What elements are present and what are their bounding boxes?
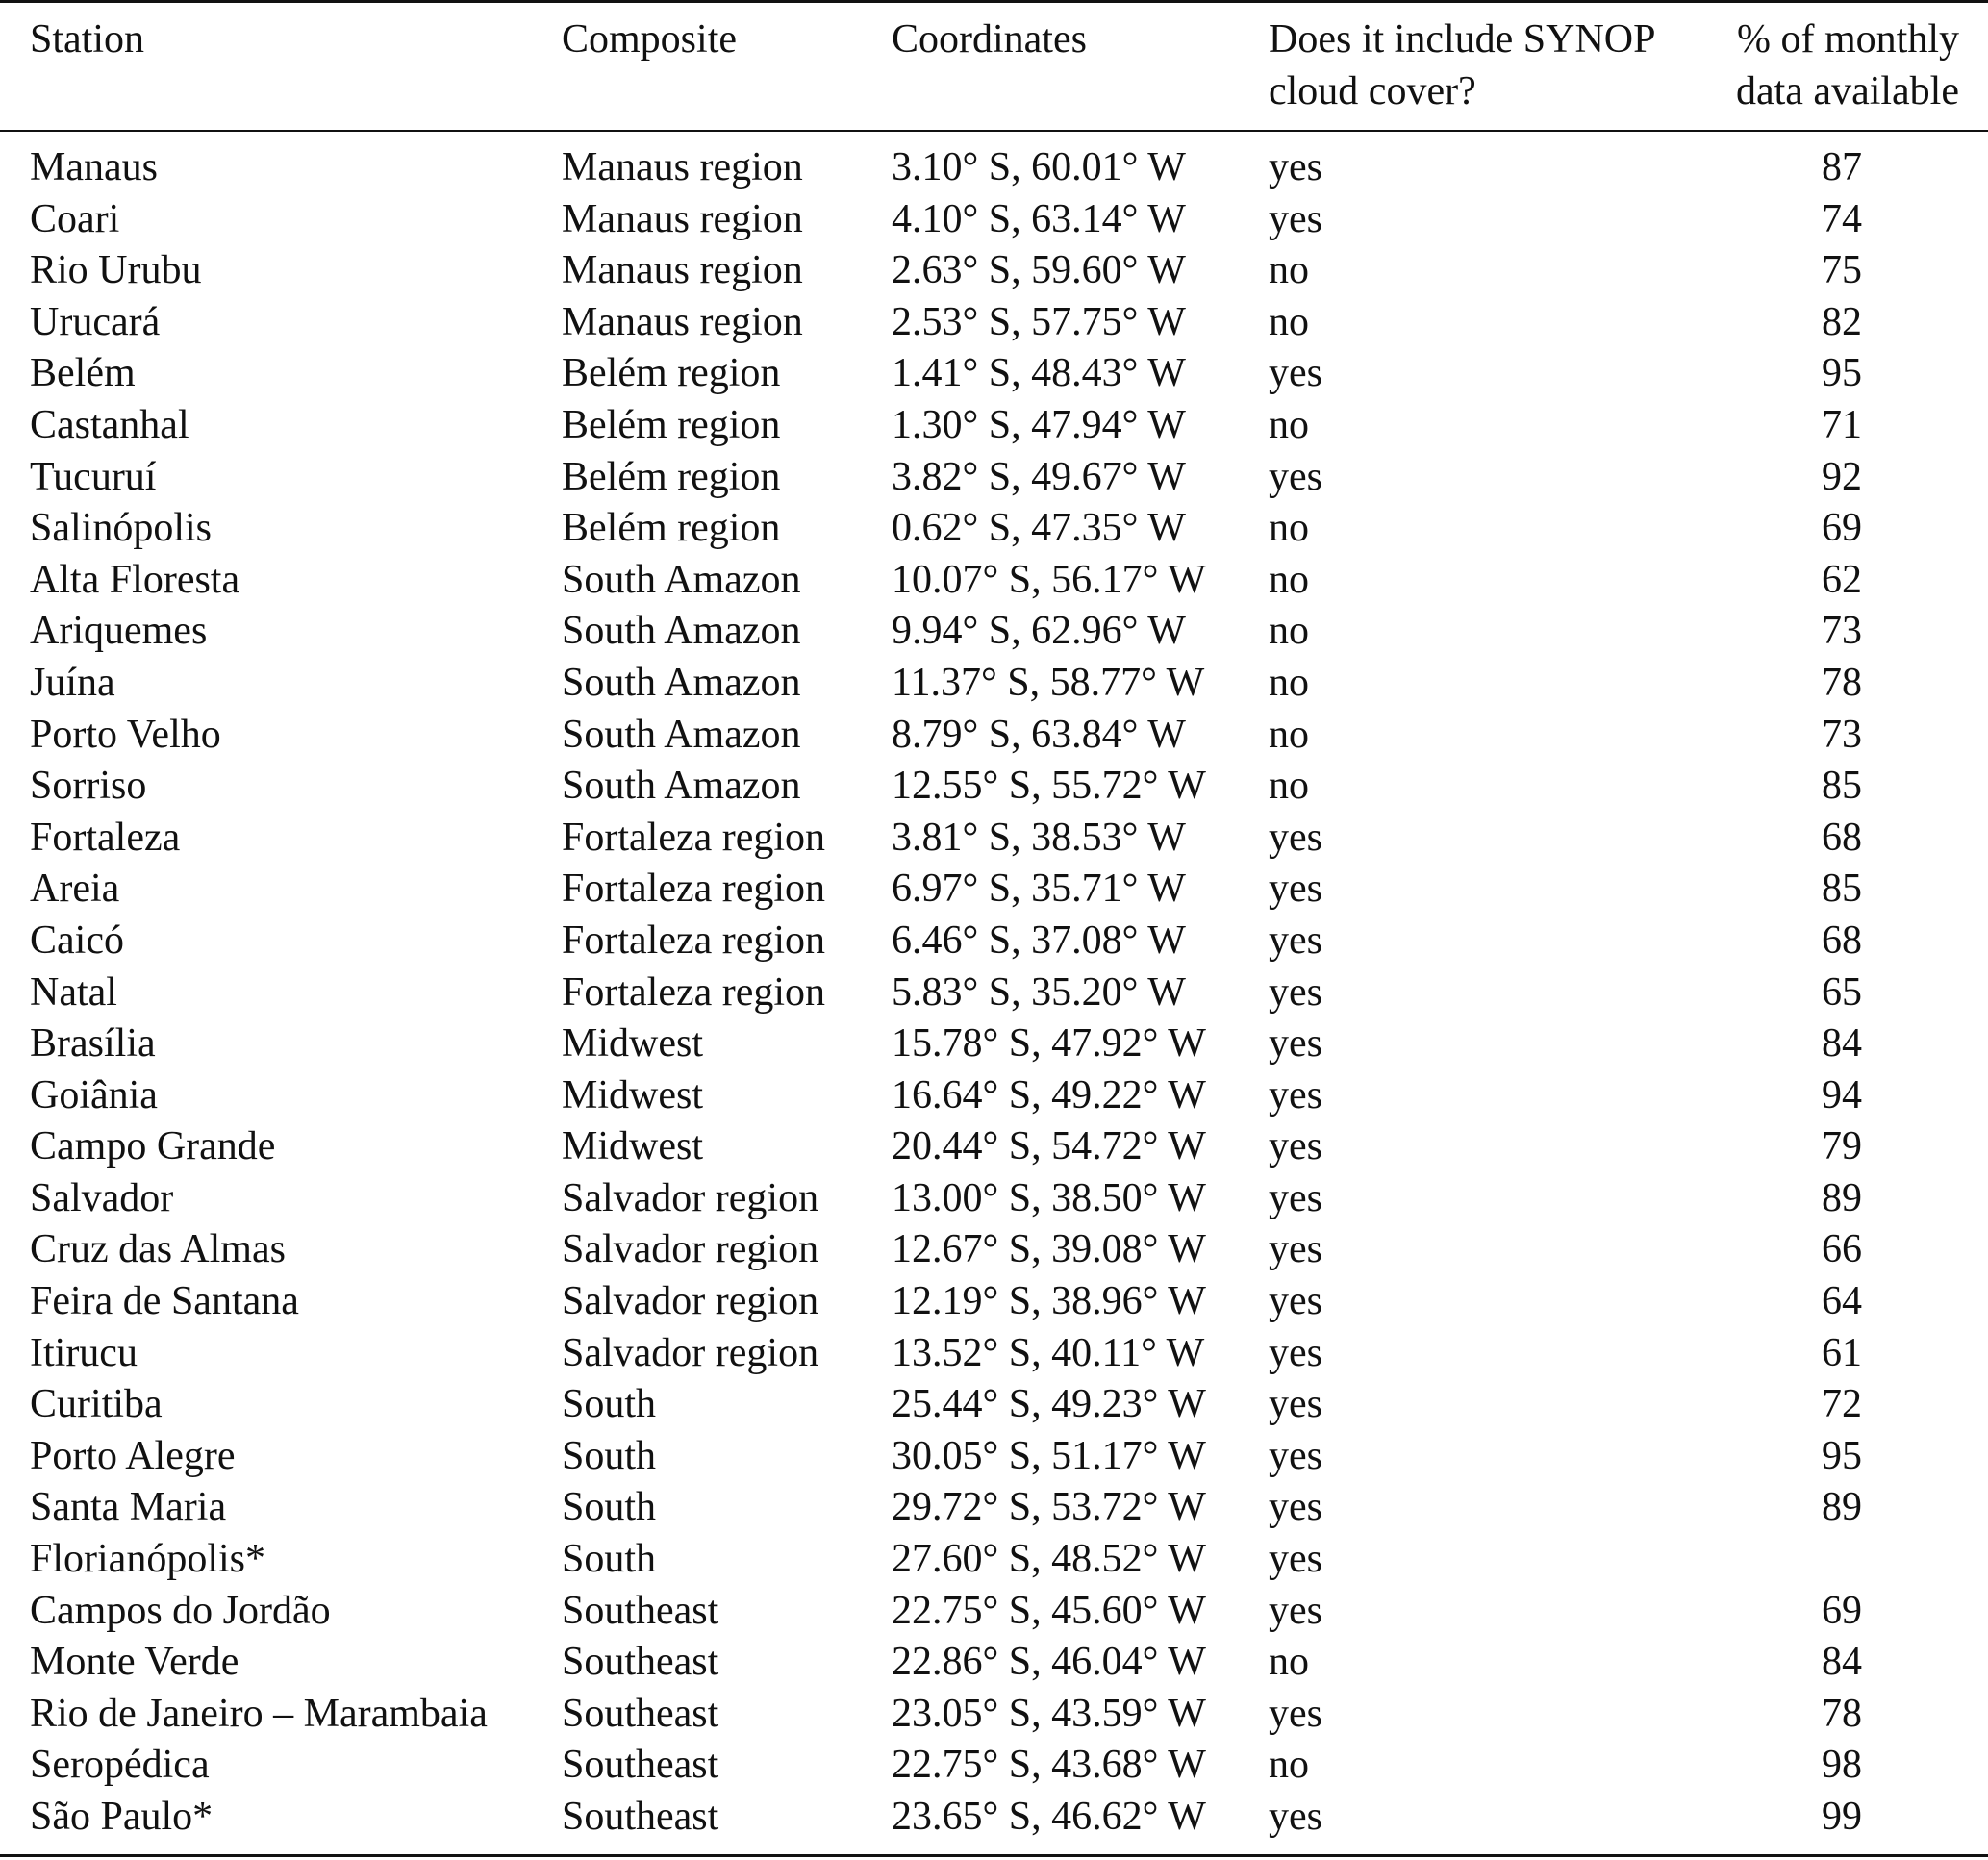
cell-synop: yes (1269, 1485, 1322, 1530)
cell-station: Porto Velho (30, 712, 221, 757)
cell-coordinates: 12.19° S, 38.96° W (892, 1279, 1206, 1324)
table-row (0, 1070, 1988, 1122)
cell-composite: Belém region (562, 454, 781, 499)
cell-percent: 69 (1822, 1588, 1862, 1633)
cell-percent: 98 (1822, 1743, 1862, 1788)
cell-coordinates: 30.05° S, 51.17° W (892, 1433, 1206, 1478)
cell-synop: yes (1269, 1433, 1322, 1478)
cell-station: Castanhal (30, 402, 189, 447)
cell-station: Coari (30, 196, 120, 241)
cell-coordinates: 3.82° S, 49.67° W (892, 454, 1186, 499)
cell-coordinates: 8.79° S, 63.84° W (892, 712, 1186, 757)
cell-percent: 64 (1822, 1279, 1862, 1324)
cell-coordinates: 22.75° S, 43.68° W (892, 1743, 1206, 1788)
cell-synop: no (1269, 764, 1309, 809)
cell-station: Florianópolis* (30, 1537, 266, 1582)
header-station: Station (30, 17, 145, 62)
cell-coordinates: 22.86° S, 46.04° W (892, 1640, 1206, 1685)
cell-synop: yes (1269, 351, 1322, 396)
cell-percent: 95 (1822, 351, 1862, 396)
header-synop-line2: cloud cover? (1269, 69, 1476, 113)
cell-composite: South (562, 1433, 657, 1478)
cell-coordinates: 0.62° S, 47.35° W (892, 506, 1186, 551)
cell-percent: 89 (1822, 1485, 1862, 1530)
cell-coordinates: 20.44° S, 54.72° W (892, 1124, 1206, 1169)
table-bottom-rule (0, 1854, 1988, 1857)
cell-composite: Fortaleza region (562, 917, 826, 963)
cell-synop: yes (1269, 145, 1322, 189)
cell-station: São Paulo* (30, 1795, 214, 1839)
cell-synop: yes (1269, 917, 1322, 963)
cell-percent: 78 (1822, 660, 1862, 705)
table-row (0, 1792, 1988, 1844)
cell-coordinates: 2.63° S, 59.60° W (892, 248, 1186, 293)
cell-station: Urucará (30, 299, 161, 344)
cell-coordinates: 6.97° S, 35.71° W (892, 867, 1186, 912)
cell-percent: 99 (1822, 1795, 1862, 1839)
cell-composite: Manaus region (562, 145, 803, 189)
cell-coordinates: 23.05° S, 43.59° W (892, 1691, 1206, 1736)
cell-percent: 65 (1822, 969, 1862, 1015)
header-coordinates: Coordinates (892, 17, 1087, 62)
cell-synop: no (1269, 248, 1309, 293)
cell-composite: Salvador region (562, 1227, 819, 1272)
cell-station: Tucuruí (30, 454, 157, 499)
cell-synop: yes (1269, 815, 1322, 860)
table-row (0, 1379, 1988, 1431)
cell-coordinates: 15.78° S, 47.92° W (892, 1021, 1206, 1067)
cell-synop: yes (1269, 867, 1322, 912)
cell-percent: 94 (1822, 1072, 1862, 1118)
table-row (0, 1534, 1988, 1586)
cell-synop: yes (1269, 1330, 1322, 1375)
cell-synop: yes (1269, 1382, 1322, 1427)
cell-station: Campos do Jordão (30, 1588, 331, 1633)
cell-percent: 85 (1822, 764, 1862, 809)
table-row (0, 245, 1988, 297)
cell-composite: South Amazon (562, 609, 801, 654)
cell-composite: Manaus region (562, 299, 803, 344)
table-row (0, 1173, 1988, 1225)
cell-coordinates: 22.75° S, 45.60° W (892, 1588, 1206, 1633)
table-row (0, 1689, 1988, 1741)
cell-station: Caicó (30, 917, 124, 963)
cell-station: Santa Maria (30, 1485, 227, 1530)
cell-coordinates: 3.81° S, 38.53° W (892, 815, 1186, 860)
table-row (0, 658, 1988, 710)
cell-station: Salinópolis (30, 506, 213, 551)
table-row (0, 1276, 1988, 1328)
cell-coordinates: 11.37° S, 58.77° W (892, 660, 1205, 705)
cell-synop: yes (1269, 1588, 1322, 1633)
cell-composite: South Amazon (562, 712, 801, 757)
cell-station: Porto Alegre (30, 1433, 236, 1478)
cell-composite: Manaus region (562, 196, 803, 241)
header-percent-line2: data available (1735, 69, 1959, 113)
table-row (0, 1482, 1988, 1534)
cell-composite: Belém region (562, 402, 781, 447)
cell-percent: 82 (1822, 299, 1862, 344)
table-row (0, 813, 1988, 865)
header-composite: Composite (562, 17, 738, 62)
cell-station: Belém (30, 351, 136, 396)
cell-station: Curitiba (30, 1382, 163, 1427)
cell-percent: 69 (1822, 506, 1862, 551)
table-row (0, 1431, 1988, 1483)
cell-coordinates: 23.65° S, 46.62° W (892, 1795, 1206, 1839)
cell-percent: 92 (1822, 454, 1862, 499)
cell-composite: Fortaleza region (562, 867, 826, 912)
cell-percent: 72 (1822, 1382, 1862, 1427)
cell-percent: 78 (1822, 1691, 1862, 1736)
cell-coordinates: 13.52° S, 40.11° W (892, 1330, 1205, 1375)
cell-station: Brasília (30, 1021, 156, 1067)
cell-synop: no (1269, 609, 1309, 654)
cell-station: Feira de Santana (30, 1279, 299, 1324)
header-synop (1269, 13, 1656, 117)
cell-composite: Midwest (562, 1124, 703, 1169)
cell-synop: no (1269, 506, 1309, 551)
cell-synop: yes (1269, 969, 1322, 1015)
table-body (0, 142, 1988, 1844)
table-header-rule (0, 130, 1988, 132)
cell-station: Ariquemes (30, 609, 208, 654)
cell-percent: 71 (1822, 402, 1862, 447)
table-row (0, 1740, 1988, 1792)
cell-station: Rio Urubu (30, 248, 202, 293)
cell-station: Itirucu (30, 1330, 138, 1375)
table-row (0, 1018, 1988, 1070)
cell-composite: South (562, 1382, 657, 1427)
cell-coordinates: 12.67° S, 39.08° W (892, 1227, 1206, 1272)
cell-synop: yes (1269, 1021, 1322, 1067)
cell-composite: Southeast (562, 1743, 719, 1788)
cell-percent: 62 (1822, 557, 1862, 602)
header-synop-line1: Does it include SYNOP (1269, 17, 1656, 62)
cell-composite: Southeast (562, 1588, 719, 1633)
cell-synop: yes (1269, 1072, 1322, 1118)
cell-composite: Southeast (562, 1640, 719, 1685)
table-row (0, 916, 1988, 968)
cell-percent: 68 (1822, 815, 1862, 860)
cell-synop: yes (1269, 1795, 1322, 1839)
table-row (0, 1121, 1988, 1173)
cell-coordinates: 25.44° S, 49.23° W (892, 1382, 1206, 1427)
table-top-rule (0, 0, 1988, 3)
cell-coordinates: 16.64° S, 49.22° W (892, 1072, 1206, 1118)
table-row (0, 1637, 1988, 1689)
cell-percent: 73 (1822, 712, 1862, 757)
table-row (0, 297, 1988, 349)
table-row (0, 761, 1988, 813)
table-row (0, 710, 1988, 762)
cell-composite: Belém region (562, 351, 781, 396)
cell-percent: 89 (1822, 1175, 1862, 1220)
cell-composite: Salvador region (562, 1279, 819, 1324)
cell-station: Seropédica (30, 1743, 210, 1788)
cell-station: Cruz das Almas (30, 1227, 286, 1272)
cell-composite: South Amazon (562, 660, 801, 705)
cell-percent: 84 (1822, 1640, 1862, 1685)
cell-synop: no (1269, 1743, 1309, 1788)
cell-coordinates: 4.10° S, 63.14° W (892, 196, 1186, 241)
table-row (0, 348, 1988, 400)
table-row (0, 1586, 1988, 1638)
cell-percent: 79 (1822, 1124, 1862, 1169)
cell-synop: yes (1269, 1537, 1322, 1582)
table-row (0, 400, 1988, 452)
table-row (0, 555, 1988, 607)
cell-station: Juína (30, 660, 115, 705)
cell-synop: no (1269, 1640, 1309, 1685)
cell-synop: yes (1269, 454, 1322, 499)
cell-percent: 74 (1822, 196, 1862, 241)
cell-coordinates: 3.10° S, 60.01° W (892, 145, 1186, 189)
cell-composite: Midwest (562, 1072, 703, 1118)
cell-synop: yes (1269, 1175, 1322, 1220)
cell-station: Rio de Janeiro – Marambaia (30, 1691, 488, 1736)
header-percent-line1: % of monthly (1737, 17, 1959, 62)
cell-station: Sorriso (30, 764, 147, 809)
cell-coordinates: 9.94° S, 62.96° W (892, 609, 1186, 654)
cell-percent: 87 (1822, 145, 1862, 189)
cell-coordinates: 6.46° S, 37.08° W (892, 917, 1186, 963)
cell-coordinates: 1.41° S, 48.43° W (892, 351, 1186, 396)
cell-coordinates: 2.53° S, 57.75° W (892, 299, 1186, 344)
cell-synop: no (1269, 660, 1309, 705)
cell-composite: Manaus region (562, 248, 803, 293)
cell-synop: yes (1269, 1279, 1322, 1324)
cell-station: Goiânia (30, 1072, 158, 1118)
cell-percent: 68 (1822, 917, 1862, 963)
cell-synop: yes (1269, 1691, 1322, 1736)
cell-coordinates: 1.30° S, 47.94° W (892, 402, 1186, 447)
table-row (0, 1224, 1988, 1276)
cell-coordinates: 5.83° S, 35.20° W (892, 969, 1186, 1015)
cell-percent: 75 (1822, 248, 1862, 293)
cell-percent: 84 (1822, 1021, 1862, 1067)
cell-synop: yes (1269, 1227, 1322, 1272)
cell-synop: no (1269, 402, 1309, 447)
cell-composite: Salvador region (562, 1330, 819, 1375)
cell-percent: 95 (1822, 1433, 1862, 1478)
cell-station: Monte Verde (30, 1640, 239, 1685)
cell-coordinates: 12.55° S, 55.72° W (892, 764, 1206, 809)
table-row (0, 606, 1988, 658)
cell-percent: 66 (1822, 1227, 1862, 1272)
table-row (0, 503, 1988, 555)
cell-composite: South Amazon (562, 764, 801, 809)
cell-station: Campo Grande (30, 1124, 276, 1169)
table-row (0, 864, 1988, 916)
cell-synop: no (1269, 712, 1309, 757)
cell-composite: Salvador region (562, 1175, 819, 1220)
cell-composite: Southeast (562, 1795, 719, 1839)
cell-composite: South Amazon (562, 557, 801, 602)
cell-coordinates: 10.07° S, 56.17° W (892, 557, 1206, 602)
cell-coordinates: 27.60° S, 48.52° W (892, 1537, 1206, 1582)
cell-synop: yes (1269, 1124, 1322, 1169)
header-percent (1736, 13, 1959, 117)
table-row (0, 142, 1988, 194)
cell-composite: Belém region (562, 506, 781, 551)
cell-percent: 73 (1822, 609, 1862, 654)
cell-composite: Fortaleza region (562, 969, 826, 1015)
table-row (0, 452, 1988, 504)
cell-synop: yes (1269, 196, 1322, 241)
cell-station: Manaus (30, 145, 158, 189)
cell-station: Alta Floresta (30, 557, 240, 602)
cell-coordinates: 13.00° S, 38.50° W (892, 1175, 1206, 1220)
cell-station: Salvador (30, 1175, 174, 1220)
cell-station: Natal (30, 969, 117, 1015)
table-row (0, 1328, 1988, 1380)
cell-composite: Midwest (562, 1021, 703, 1067)
cell-synop: no (1269, 557, 1309, 602)
cell-composite: Southeast (562, 1691, 719, 1736)
cell-synop: no (1269, 299, 1309, 344)
table-row (0, 194, 1988, 246)
cell-percent: 85 (1822, 867, 1862, 912)
cell-composite: South (562, 1485, 657, 1530)
table-row (0, 968, 1988, 1019)
cell-station: Fortaleza (30, 815, 181, 860)
cell-composite: Fortaleza region (562, 815, 826, 860)
cell-composite: South (562, 1537, 657, 1582)
cell-station: Areia (30, 867, 120, 912)
cell-coordinates: 29.72° S, 53.72° W (892, 1485, 1206, 1530)
cell-percent: 61 (1822, 1330, 1862, 1375)
